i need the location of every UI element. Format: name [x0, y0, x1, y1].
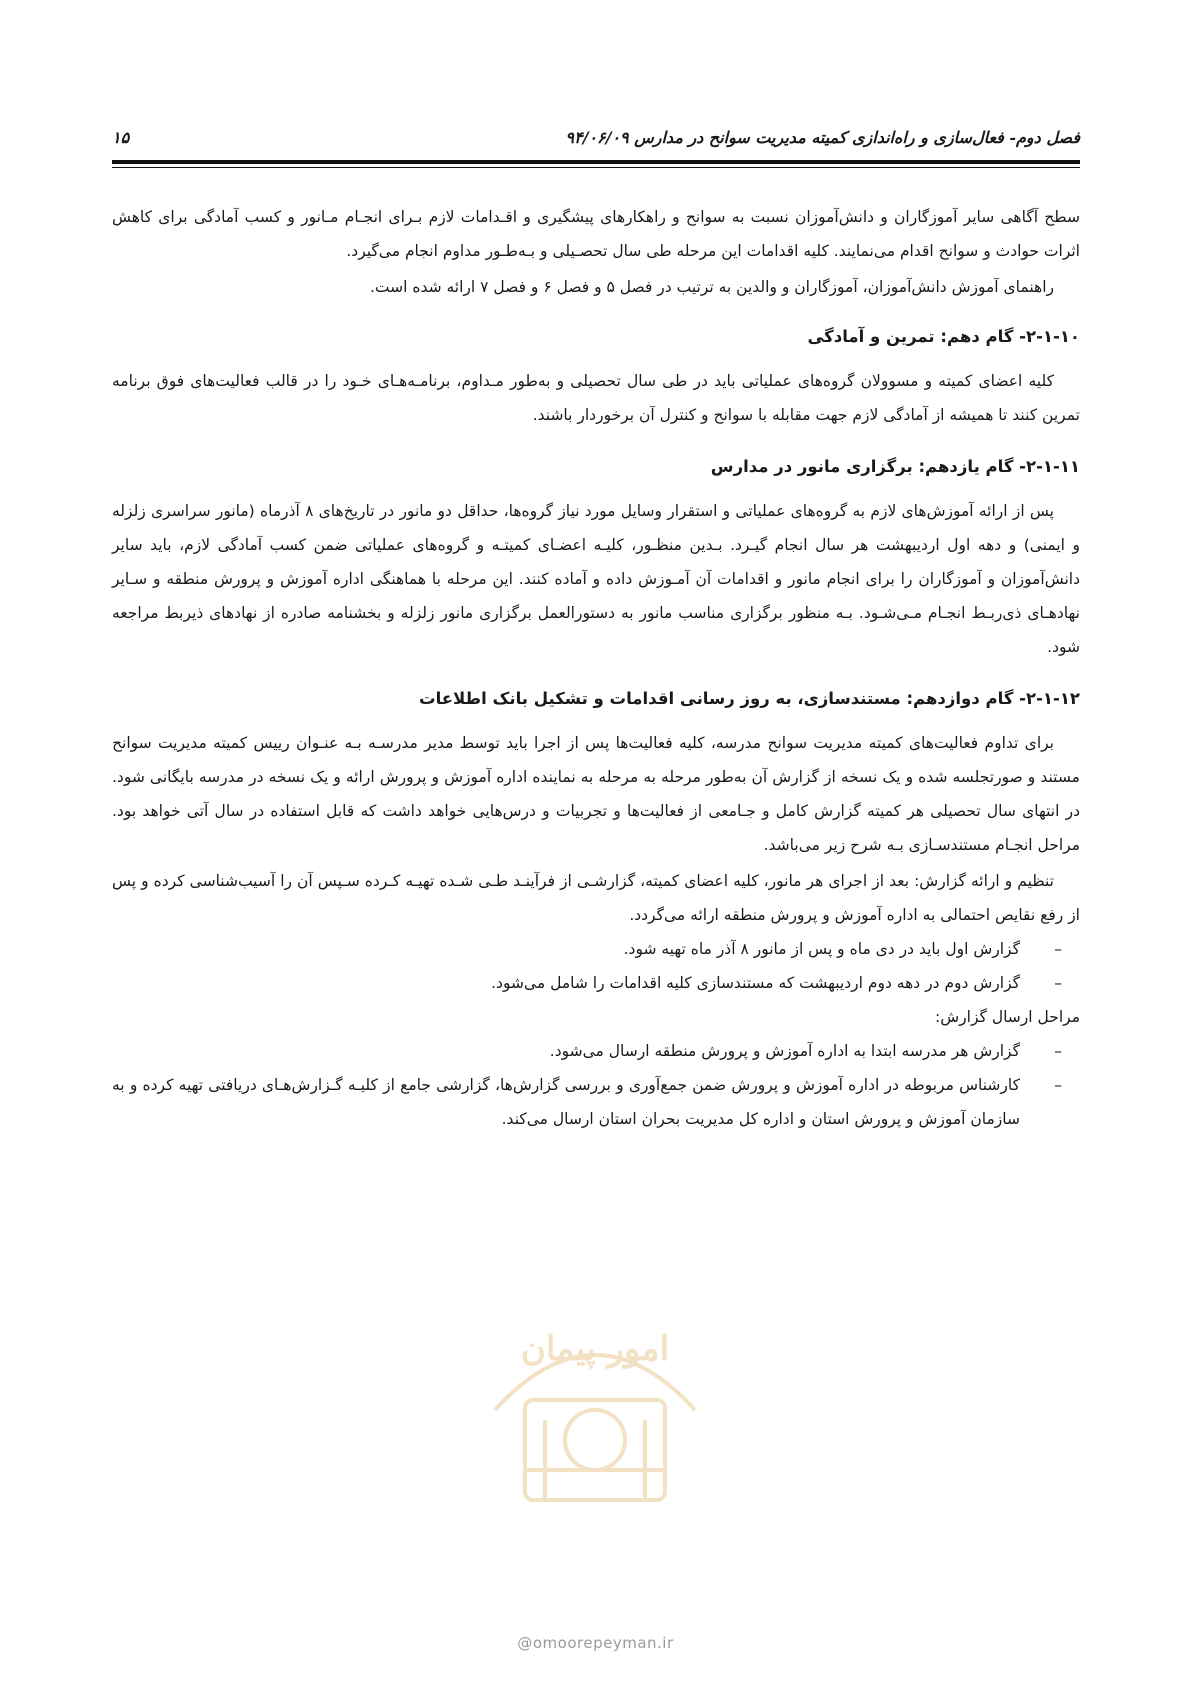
- list-item: [112, 1068, 1080, 1136]
- heading-step-12: ۲-۱-۱۲- گام دوازدهم: مستندسازی، به روز رسانی اقدامات و تشکیل بانک اطلاعات: [418, 689, 1080, 708]
- header-title: فصل دوم- فعال‌سازی و راه‌اندازی کمیته مدیریت سوانح در مدارس ۹۴/۰۶/۰۹: [565, 128, 1080, 147]
- watermark-text: امور پیمان: [520, 1329, 670, 1369]
- factory-logo-icon: [565, 1410, 625, 1470]
- heading-step-11: ۲-۱-۱۱- گام یازدهم: برگزاری مانور در مدارس: [710, 457, 1080, 476]
- paragraph-step-10: کلیه اعضای کمیته و مسوولان گروه‌های عملیاتی باید در طی سال تحصیلی و به‌طور مـداوم، برنامـه‌هـای خـود را در قالب فعالیت‌های فوق برنامه تمرین کنند تا همیشه از آمادگی لازم جهت مقابله با سوانح و کنترل آن برخوردار باشند.: [112, 372, 1080, 424]
- paragraph-sending-steps: مراحل ارسال گزارش:: [935, 1008, 1080, 1026]
- paragraph-awareness: سطح آگاهی سایر آموزگاران و دانش‌آموزان نسبت به سوانح و راهکارهای پیشگیری و اقـدامات لازم بـرای انجـام مـانور و کسب آمادگی برای کاهش اثرات حوادث و سوانح اقدام می‌نمایند. کلیه اقدامات این مرحله طی سال تحصـیلی و بـه‌طـور مداوم انجام می‌گیرد.: [112, 208, 1080, 260]
- body-content: [112, 200, 1080, 1136]
- paragraph-step-11: پس از ارائه آموزش‌های لازم به گروه‌های عملیاتی و استقرار وسایل مورد نیاز گروه‌ها، حداقل دو مانور در تاریخ‌های ۸ آذرماه (مانور سراسری زلزله و ایمنی) و دهه اول اردیبهشت هر سال انجام گیـرد. بـدین منظـور، کلیـه اعضـای کمیتـه و گروه‌های عملیاتی ضمن کسب آمادگی لازم، باید سایر دانش‌آموزان و آموزگاران را برای انجام مانور و اقدامات آن آمـوزش داده و آماده کنند. این مرحله با هماهنگی اداره آموزش و پرورش منطقه و سـایر نهادهـای ذی‌ربـط انجـام مـی‌شـود. بـه منظور برگزاری مناسب مانور به دستورالعمل برگزاری مانور زلزله و بخشنامه صادره از نهادهای ذیربط مراجعه شود.: [112, 502, 1080, 656]
- list-item: [112, 966, 1080, 1000]
- header-rule-thick: [112, 160, 1080, 164]
- paragraph-training-guide: راهنمای آموزش دانش‌آموزان، آموزگاران و والدین به ترتیب در فصل ۵ و فصل ۶ و فصل ۷ ارائه شده است.: [369, 278, 1054, 296]
- bullet-dash: –: [1054, 1042, 1062, 1060]
- list-item-text: گزارش هر مدرسه ابتدا به اداره آموزش و پرورش منطقه ارسال می‌شود.: [549, 1042, 1020, 1060]
- list-item-text: کارشناس مربوطه در اداره آموزش و پرورش ضمن جمع‌آوری و بررسی گزارش‌ها، گزارشی جامع از کلیـه گـزارش‌هـای دریافتی تهیه کرده و به سازمان آموزش و پرورش استان و اداره کل مدیریت بحران استان ارسال می‌کند.: [112, 1076, 1020, 1128]
- watermark-logo: [455, 1290, 735, 1520]
- paragraph-report-preparation: تنظیم و ارائه گزارش: بعد از اجرای هر مانور، کلیه اعضای کمیته، گزارشـی از فرآینـد طـی شـده تهیـه کـرده سـپس آن را آسیب‌شناسی کرده و پس از رفع نقایص احتمالی به اداره آموزش و پرورش منطقه ارائه می‌گردد.: [112, 872, 1080, 924]
- bullet-dash: –: [1054, 974, 1062, 992]
- list-item-text: گزارش دوم در دهه دوم اردیبهشت که مستندسازی کلیه اقدامات را شامل می‌شود.: [491, 974, 1020, 992]
- heading-step-10: ۲-۱-۱۰- گام دهم: تمرین و آمادگی: [807, 327, 1080, 346]
- bullet-dash: –: [1054, 1076, 1062, 1094]
- list-item: [112, 932, 1080, 966]
- paragraph-step-12: برای تداوم فعالیت‌های کمیته مدیریت سوانح مدرسه، کلیه فعالیت‌ها پس از اجرا باید توسط مدیر مدرسـه بـه عنـوان رییس کمیته مدیریت سوانح مستند و صورتجلسه شده و یک نسخه از گزارش آن به‌طور مرحله به مرحله به نماینده اداره آموزش و پرورش ارائه و یک نسخه در مدرسه بایگانی شود. در انتهای سال تحصیلی هر کمیته گزارش کامل و جـامعی از فعالیت‌ها و تجربیات و درس‌هایی خواهد داشت که قابل استفاده در سال آتی خواهد بود. مراحل انجـام مستندسـازی بـه شرح زیر می‌باشد.: [112, 734, 1080, 854]
- list-item: [112, 1034, 1080, 1068]
- page-number: ۱۵: [112, 128, 130, 147]
- bullet-dash: –: [1054, 940, 1062, 958]
- list-item-text: گزارش اول باید در دی ماه و پس از مانور ۸ آذر ماه تهیه شود.: [623, 940, 1020, 958]
- footer-url: @omoorepeyman.ir: [517, 1634, 674, 1652]
- header-rule-thin: [112, 167, 1080, 168]
- running-header: [112, 126, 1080, 154]
